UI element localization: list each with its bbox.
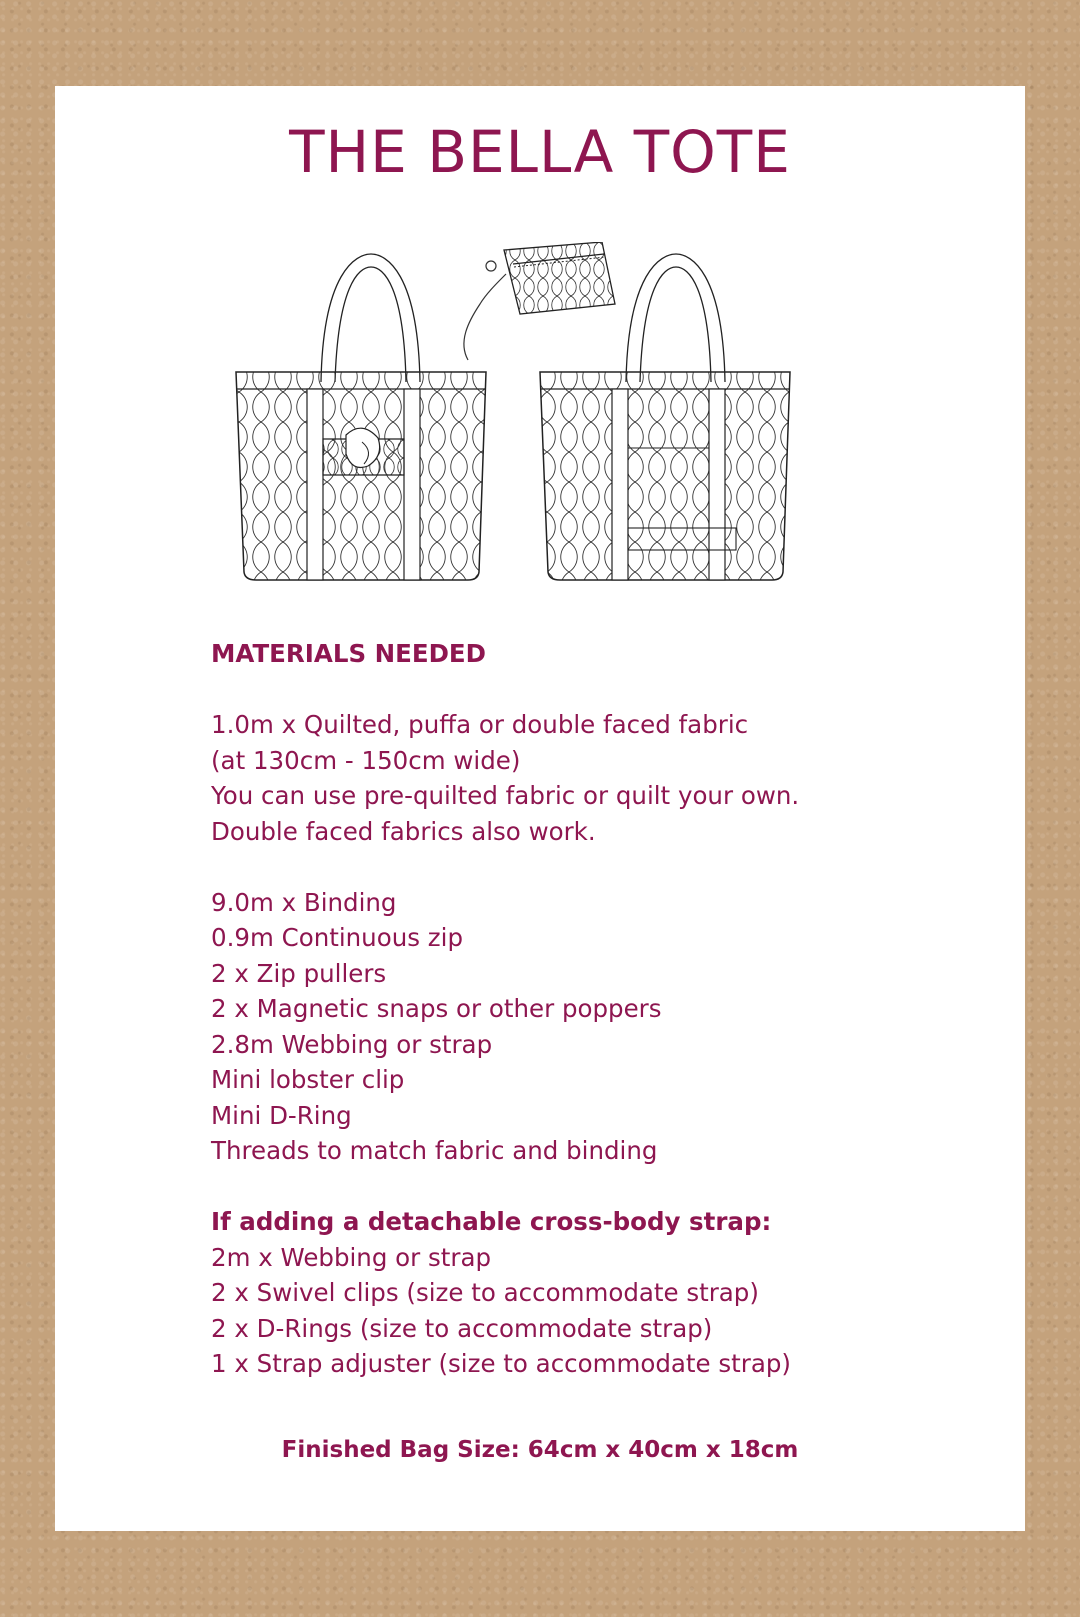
zip-pouch-illustration — [464, 242, 615, 360]
fabric-line: 1.0m x Quilted, puffa or double faced fabric — [211, 710, 749, 739]
material-item: Mini D-Ring — [211, 1100, 352, 1130]
material-item: 9.0m x Binding — [211, 887, 397, 917]
materials-heading: MATERIALS NEEDED — [211, 639, 487, 668]
tote-bag-illustration — [228, 242, 858, 602]
page-title: THE BELLA TOTE — [289, 118, 791, 186]
crossbody-item: 2 x Swivel clips (size to accommodate strap) — [211, 1278, 759, 1307]
crossbody-item: 2 x D-Rings (size to accommodate strap) — [211, 1313, 713, 1343]
fabric-line: Double faced fabrics also work. — [211, 816, 596, 846]
materials-section — [211, 636, 971, 1382]
material-item: 2 x Zip pullers — [211, 958, 387, 988]
crossbody-heading: If adding a detachable cross-body strap: — [211, 1207, 772, 1236]
tote-front-view — [236, 254, 486, 580]
crossbody-item: 1 x Strap adjuster (size to accommodate strap) — [211, 1349, 791, 1378]
material-item: 0.9m Continuous zip — [211, 923, 463, 952]
material-item: Mini lobster clip — [211, 1065, 405, 1094]
fabric-line: (at 130cm - 150cm wide) — [211, 745, 521, 775]
crossbody-item: 2m x Webbing or strap — [211, 1242, 492, 1272]
fabric-line: You can use pre-quilted fabric or quilt your own. — [211, 781, 800, 810]
material-item: 2.8m Webbing or strap — [211, 1029, 493, 1059]
material-item: 2 x Magnetic snaps or other poppers — [211, 994, 662, 1023]
finished-bag-size: Finished Bag Size: 64cm x 40cm x 18cm — [281, 1437, 799, 1463]
material-item: Threads to match fabric and binding — [211, 1136, 658, 1165]
